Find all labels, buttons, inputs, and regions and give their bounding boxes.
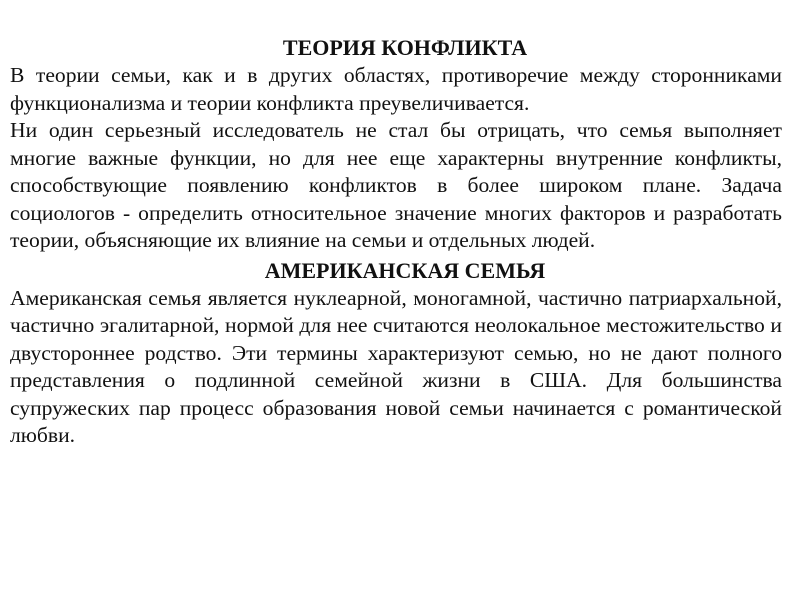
paragraph-conflict-2: Ни один серьезный исследователь не стал бы отрицать, что семья выполняет многие важные функции, но для нее еще характерны внутренние конфликты, способствующие появлению конфликтов в более широком плане. Задача социологов - определить относительное значение многих факторов и разработать теории, объясняющие их влияние на семьи и отдельных людей. (10, 118, 782, 252)
section-title-american-family: АМЕРИКАНСКАЯ СЕМЬЯ (264, 257, 546, 283)
paragraph-american-family: Американская семья является нуклеарной, моногамной, частично патриархальной, частично эгалитарной, нормой для нее считаются неолокальное местожительство и двустороннее родство. Эти термины характеризуют семью, но не дают полного представления о подлинной семейной жизни в США. Для большинства супружеских пар процесс образования новой семьи начинается с романтической любви. (10, 285, 782, 447)
section-title-conflict-theory: ТЕОРИЯ КОНФЛИКТА (282, 35, 528, 60)
paragraph-conflict-1: В теории семьи, как и в других областях, противоречие между сторонниками функционализма и теории конфликта преувеличивается. (10, 63, 782, 115)
